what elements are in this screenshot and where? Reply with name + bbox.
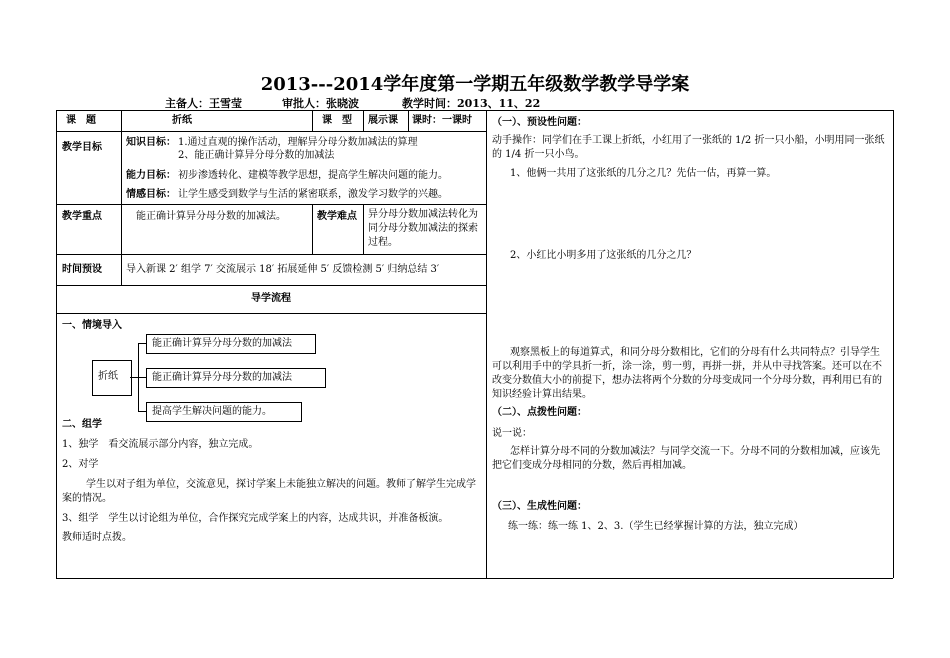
col-line [408, 110, 409, 131]
step-3: 3、组学 学生以讨论组为单位，合作探究完成学案上的内容，达成共识，并准备板演。 [62, 513, 449, 524]
preset-intro: 动手操作：同学们在手工课上折纸，小红用了一张纸的 1/2 折一只小船，小明用同一张纸的 1/4 折一只小鸟。 [492, 135, 885, 160]
mindmap-connector [138, 411, 146, 412]
difficulty-text: 异分母分数加减法转化为同分母分数加减法的探索过程。 [368, 209, 478, 248]
table-border-top [56, 110, 893, 111]
knowledge-text-1: 1.通过直观的操作活动，理解异分母分数加减法的算理 [178, 137, 418, 148]
emotion-text: 让学生感受到数学与生活的紧密联系，激发学习数学的兴趣。 [178, 189, 448, 200]
knowledge-text-2: 2、能正确计算异分母分数的加减法 [178, 150, 335, 161]
mindmap-branch-3: 提高学生解决问题的能力。 [152, 406, 272, 417]
col-line [312, 204, 313, 254]
approver: 审批人：张晓波 [282, 97, 359, 110]
table-border-left [56, 110, 57, 578]
time-label: 时间预设 [62, 264, 102, 275]
section-preset-heading: （一）、预设性问题： [492, 117, 587, 128]
section-group-heading: 二、组学 [62, 419, 102, 430]
section-generated-heading: （三）、生成性问题： [492, 501, 587, 512]
col-line [363, 110, 364, 131]
step-1: 1、独学 看交流展示部分内容，独立完成。 [62, 439, 259, 450]
step-2: 2、对学 [62, 459, 99, 470]
question-2: 2、小红比小明多用了这张纸的几分之几？ [510, 250, 697, 261]
hours-value: 课时：一课时 [412, 115, 472, 126]
key-text: 能正确计算异分母分数的加减法。 [136, 211, 286, 222]
type-value: 展示课 [368, 115, 398, 126]
teach-time: 教学时间：2013、11、22 [402, 97, 541, 110]
topic-value: 折纸 [172, 115, 192, 126]
flow-label: 导学流程 [251, 293, 291, 304]
mindmap-branch-1: 能正确计算异分母分数的加减法 [152, 338, 292, 349]
mindmap-connector [138, 343, 146, 344]
key-label: 教学重点 [62, 211, 102, 222]
section-intro-heading: 一、情境导入 [62, 320, 122, 331]
mindmap-connector [138, 377, 146, 378]
observation-text: 观察黑板上的每道算式，和同分母分数相比，它们的分母有什么共同特点？引导学生可以利用手中的学具折一折，涂一涂，剪一剪，再拼一拼，并从中寻找答案。还可以在不改变分数值大小的前提下，想办法将两个分数的分母变成同一个分母分数，再利用已有的知识经验计算出结果。 [492, 347, 882, 400]
mindmap-branch-2: 能正确计算异分母分数的加减法 [152, 372, 292, 383]
section-guide-heading: （二）、点拨性问题： [492, 407, 587, 418]
ability-text: 初步渗透转化、建模等教学思想，提高学生解决问题的能力。 [178, 170, 448, 181]
document-title: 2013---2014学年度第一学期五年级数学教学导学案 [260, 74, 690, 95]
step-2-text: 学生以对子组为单位，交流意见，探讨学案上未能独立解决的问题。教师了解学生完成学案的情况。 [62, 479, 476, 504]
type-label: 课 型 [322, 115, 352, 126]
table-border-right [893, 110, 894, 578]
ability-label: 能力目标： [126, 170, 176, 181]
topic-label: 课 题 [66, 115, 96, 126]
knowledge-label: 知识目标： [126, 137, 176, 148]
time-text: 导入新课 2′ 组学 7′ 交流展示 18′ 拓展延伸 5′ 反馈检测 5′ 归纳总结 3′ [126, 264, 440, 275]
col-line [363, 204, 364, 254]
difficulty-label: 教学难点 [317, 211, 357, 222]
row-line [56, 285, 486, 286]
column-divider [486, 110, 487, 578]
mindmap-center-label: 折纸 [98, 371, 118, 382]
teacher-note: 教师适时点拨。 [62, 532, 132, 543]
mindmap-connector [130, 377, 138, 378]
table-border-bottom [56, 578, 893, 579]
practice-text: 练一练：练一练 1、2、3.（学生已经掌握计算的方法，独立完成） [508, 521, 804, 532]
say-label: 说一说： [492, 428, 532, 439]
say-text: 怎样计算分母不同的分数加减法？与同学交流一下。分母不同的分数相加减，应该先把它们变成分母相同的分数，然后再相加减。 [492, 446, 880, 471]
preparer: 主备人：王雪莹 [165, 97, 242, 110]
row-line [56, 313, 486, 314]
col-line [121, 110, 122, 285]
col-line [312, 110, 313, 131]
goal-label: 教学目标 [62, 142, 102, 153]
question-1: 1、他俩一共用了这张纸的几分之几？先估一估，再算一算。 [510, 168, 777, 179]
emotion-label: 情感目标： [126, 189, 176, 200]
